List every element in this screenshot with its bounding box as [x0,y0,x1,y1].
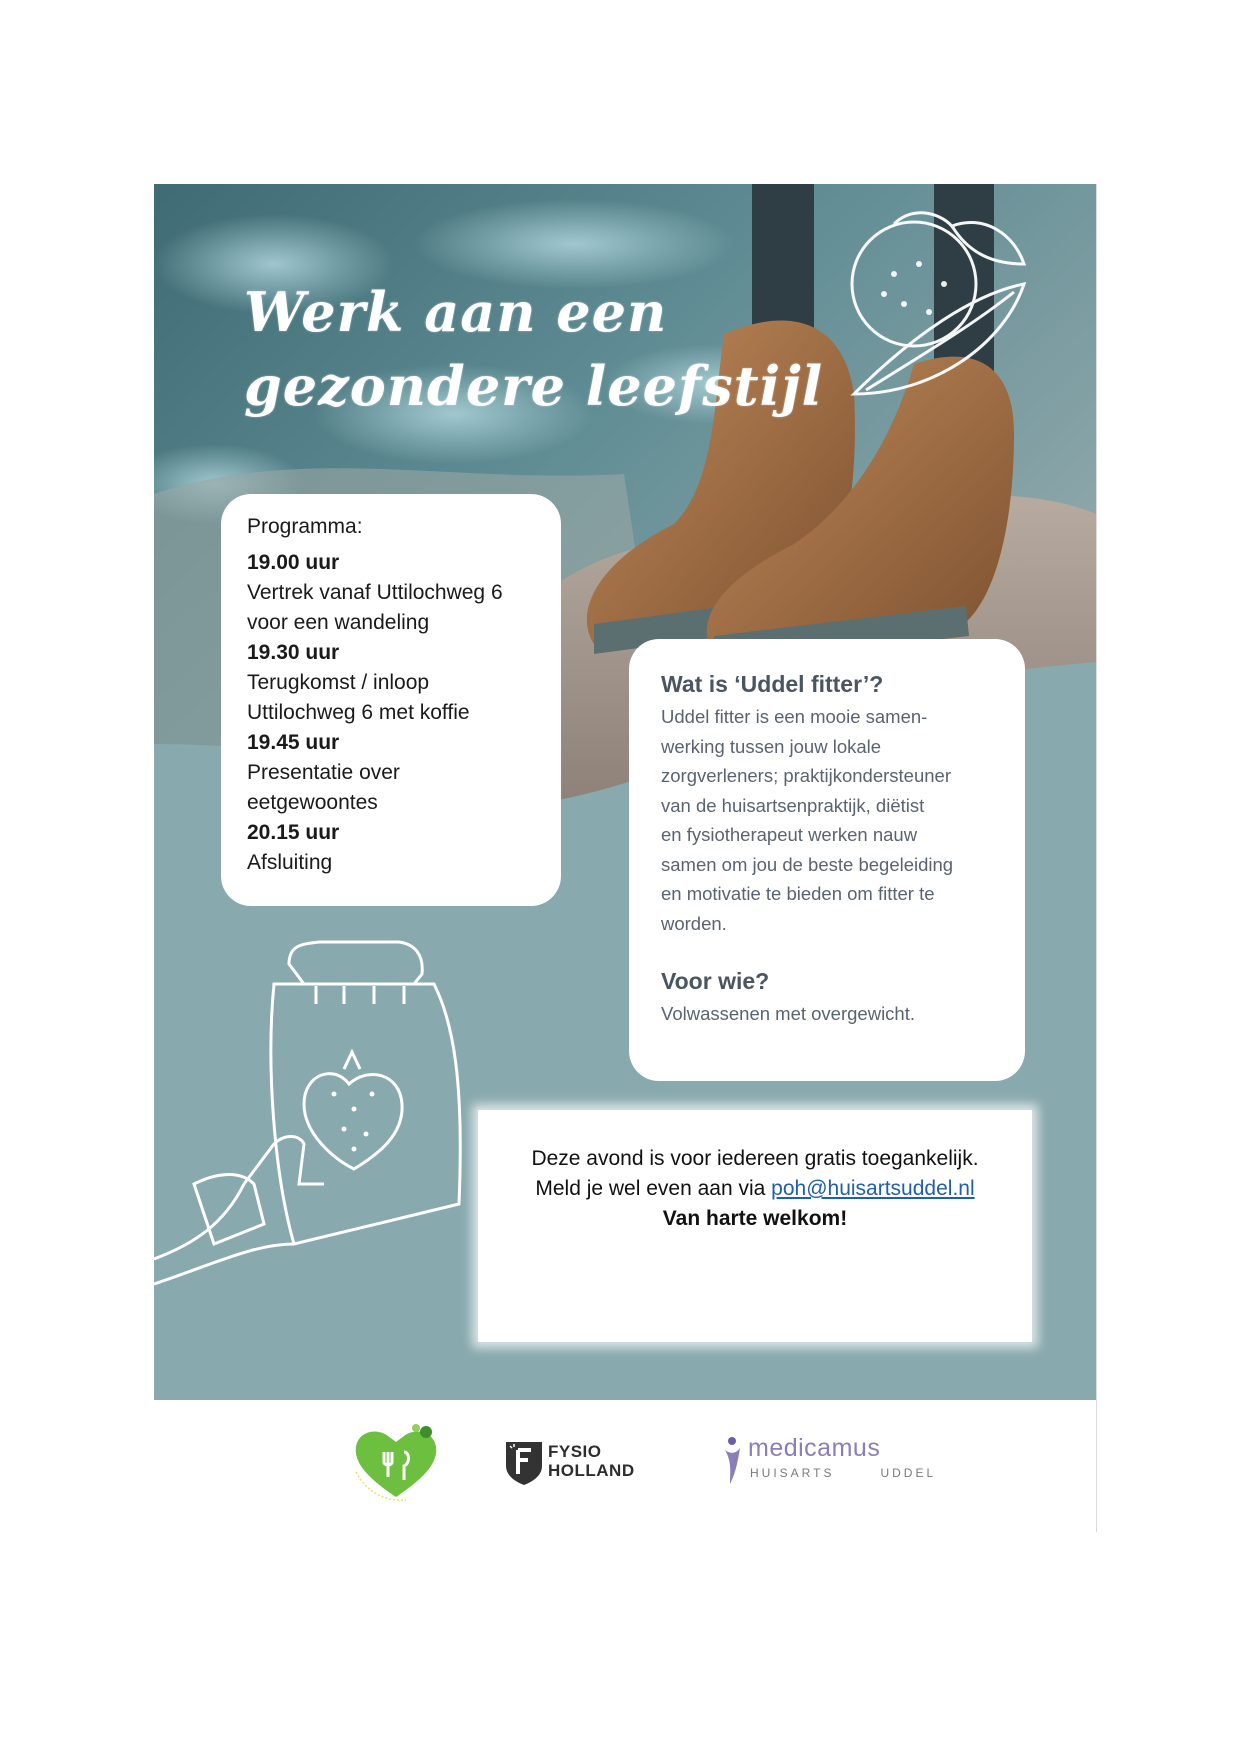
info-body-line: werking tussen jouw lokale [661,735,882,757]
info-heading-who: Voor wie? [661,968,770,994]
info-body-line: worden. [661,912,727,934]
contact-box [478,1110,1032,1342]
info-body-line: Uddel fitter is een mooie samen- [661,706,928,727]
info-body-line: van de huisartsenpraktijk, diëtist [661,794,925,816]
info-card [629,639,1025,1081]
info-body-line: samen om jou de beste begeleiding [661,853,954,875]
info-body-line: en fysiotherapeut werken nauw [661,824,918,845]
fysio-word: FYSIO [548,1442,602,1461]
contact-line-2 [478,1174,1032,1204]
fysio-holland-logo [504,1438,635,1491]
title-line-2: gezondere leefstijl [244,354,824,418]
fysio-wordmark [548,1442,635,1480]
programma-time: 19.30 uur [247,641,340,664]
medicamus-logo [720,1434,937,1491]
welcome-text: Van harte welkom! [662,1207,848,1230]
flyer [154,184,1097,1532]
programma-line: Presentatie over [247,761,400,784]
info-body-line: en motivatie te bieden om fitter te [661,883,935,904]
holland-word: HOLLAND [548,1461,635,1480]
email-link[interactable]: poh@huisartsuddel.nl [771,1177,975,1200]
programma-line: eetgewoontes [247,791,378,814]
programma-time: 19.45 uur [247,731,340,754]
programma-time: 20.15 uur [247,821,340,844]
programma-line: Vertrek vanaf Uttilochweg 6 [247,581,503,604]
fysio-shield-icon [504,1438,544,1486]
medicamus-sub2: UDDEL [880,1466,937,1480]
contact-prefix: Meld je wel even aan via [535,1177,772,1200]
programma-time: 19.00 uur [247,551,340,574]
programma-item [247,638,535,728]
info-heading-what: Wat is ‘Uddel fitter’? [661,671,884,697]
medicamus-sub [750,1466,936,1480]
programma-line: Terugkomst / inloop [247,671,430,694]
contact-line-1: Deze avond is voor iedereen gratis toegankelijk. [531,1147,979,1170]
eet-heart-logo [346,1422,446,1507]
medicamus-name: medicamus [748,1434,881,1462]
programma-item [247,728,535,818]
medicamus-sub1: HUISARTS [750,1466,835,1480]
heart-icon [346,1422,446,1502]
info-body-line: zorgverleners; praktijkondersteuner [661,765,951,786]
info-body-who: Volwassenen met overgewicht. [661,1003,915,1024]
programma-card [221,494,561,906]
programma-item [247,818,535,878]
medicamus-figure-icon [720,1436,744,1486]
programma-line: Uttilochweg 6 met koffie [247,701,470,724]
title-line-1: Werk aan een [244,280,668,344]
programma-heading: Programma: [247,515,363,538]
programma-line: Afsluiting [247,851,333,874]
programma-line: voor een wandeling [247,611,430,634]
programma-item [247,548,535,638]
